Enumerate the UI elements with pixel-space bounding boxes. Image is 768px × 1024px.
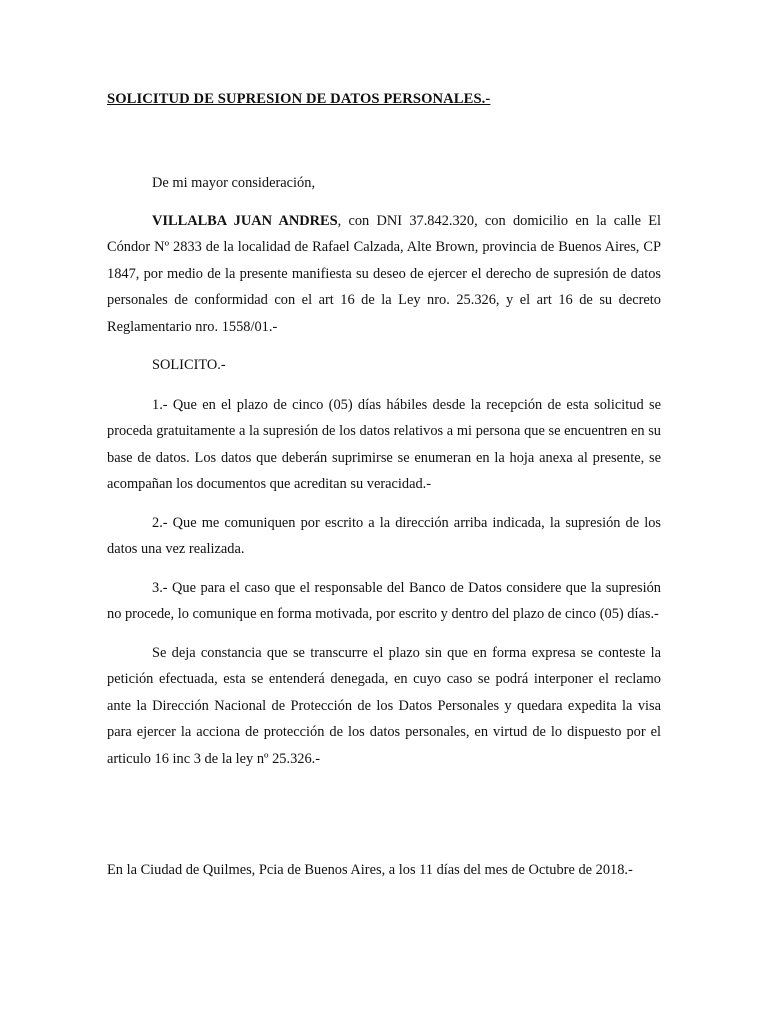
document-title: SOLICITUD DE SUPRESION DE DATOS PERSONALES.- (107, 91, 491, 107)
closing-line: En la Ciudad de Quilmes, Pcia de Buenos Aires, a los 11 días del mes de Octubre de 2018.- (107, 862, 633, 878)
solicito-heading: SOLICITO.- (152, 357, 226, 373)
constancia-paragraph: Se deja constancia que se transcurre el plazo sin que en forma expresa se conteste la petición efectuada, esta se entenderá denegada, en cuyo caso se podrá interponer el reclamo ante la Dirección Nacional de Protección de los Datos Personales y quedara expedita la visa para ejercer la acciona de protección de los datos personales, en virtud de lo dispuesto por el articulo 16 inc 3 de la ley nº 25.326.- (107, 644, 661, 767)
document-body (107, 170, 661, 784)
request-item-2: 2.- Que me comuniquen por escrito a la dirección arriba indicada, la supresión de los datos una vez realizada. (107, 514, 661, 557)
greeting: De mi mayor consideración, (152, 175, 316, 191)
request-item-3: 3.- Que para el caso que el responsable del Banco de Datos considere que la supresión no procede, lo comunique en forma motivada, por escrito y dentro del plazo de cinco (05) días.- (107, 579, 661, 622)
intro-text: , con DNI 37.842.320, con domicilio en la calle El Cóndor Nº 2833 de la localidad de Rafael Calzada, Alte Brown, provincia de Buenos Aires, CP 1847, por medio de la presente manifiesta su deseo de ejercer el derecho de supresión de datos personales de conformidad con el art 16 de la Ley nro. 25.326, y el art 16 de su decreto Reglamentario nro. 1558/01.- (107, 212, 661, 335)
request-item-1: 1.- Que en el plazo de cinco (05) días hábiles desde la recepción de esta solicitud se proceda gratuitamente a la supresión de los datos relativos a mi persona que se encuentren en su base de datos. Los datos que deberán suprimirse se enumeran en la hoja anexa al presente, se acompañan los documentos que acreditan su veracidad.- (107, 396, 661, 492)
intro-paragraph (107, 208, 661, 341)
applicant-name: VILLALBA JUAN ANDRES (152, 212, 338, 229)
